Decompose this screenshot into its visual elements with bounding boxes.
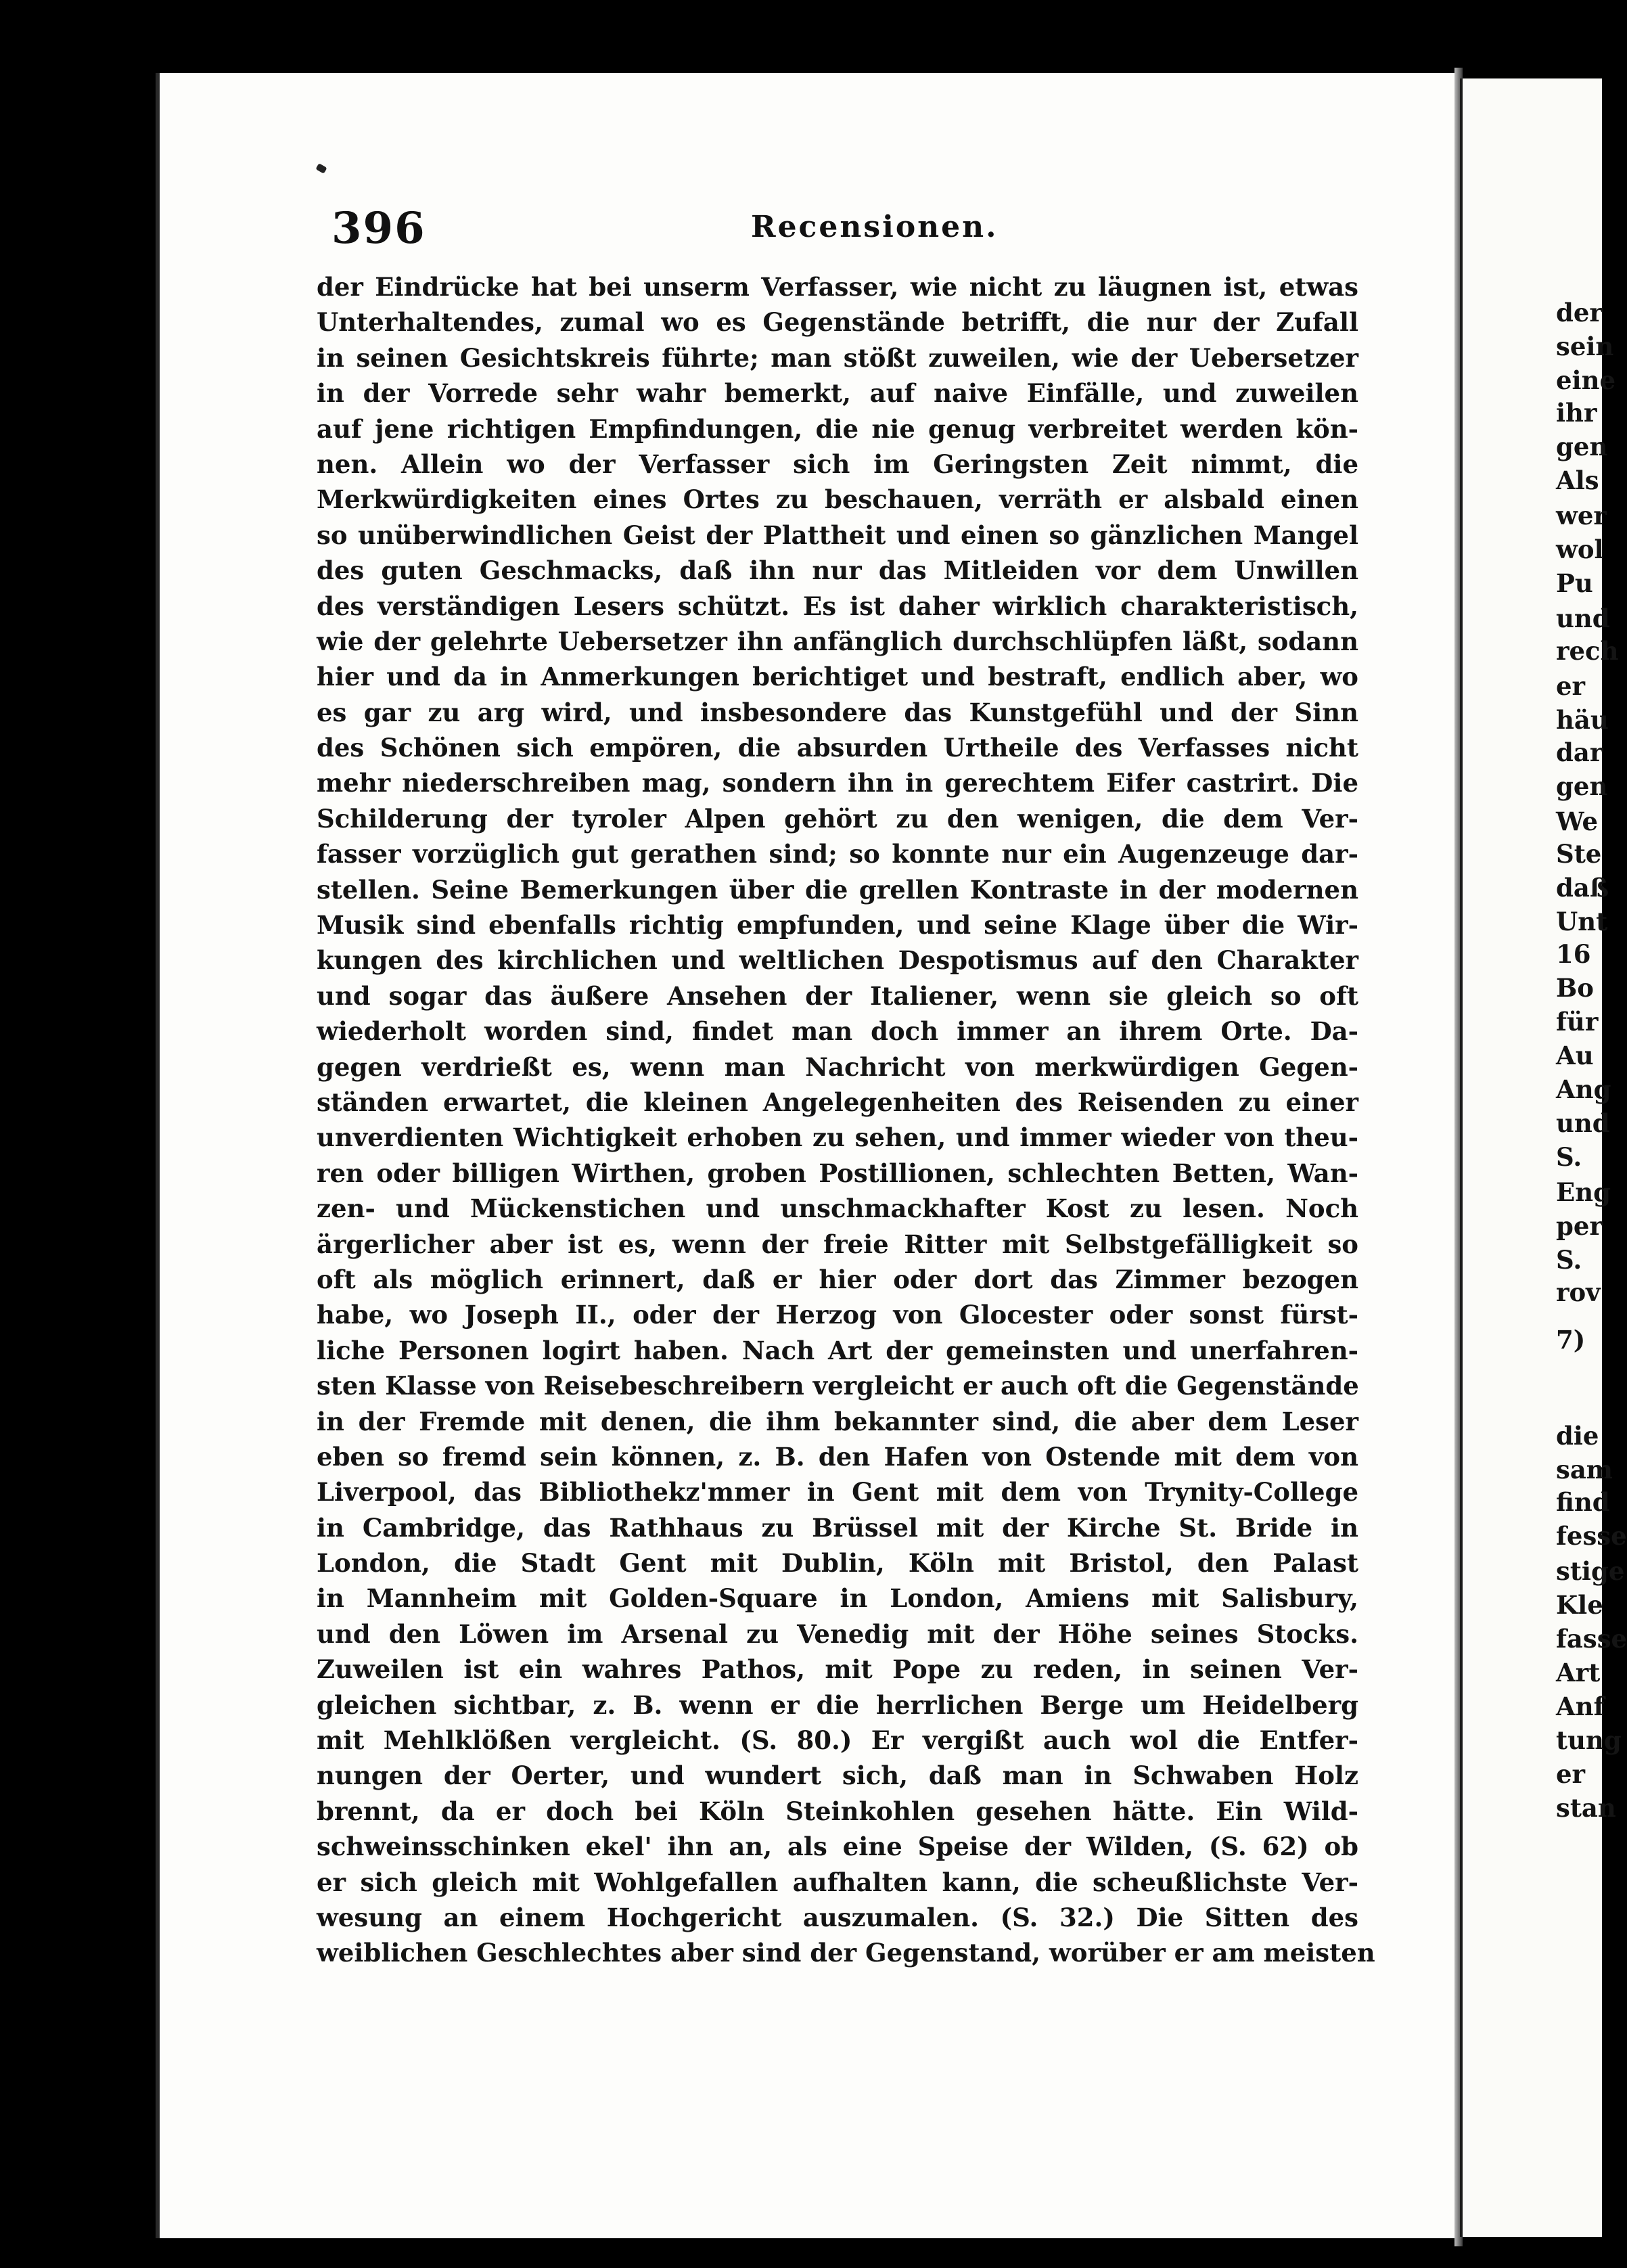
body-text [317, 269, 1375, 1971]
adjacent-page-fragment: dar [1556, 738, 1603, 767]
text-line: in der Fremde mit denen, die ihm bekannter sind, die aber dem Leser [317, 1406, 1358, 1436]
adjacent-page-fragment: daß [1556, 873, 1609, 903]
adjacent-page-fragment: Anf [1556, 1692, 1605, 1721]
text-line: in Cambridge, das Rathhaus zu Brüssel mit der Kirche St. Bride in [317, 1512, 1358, 1543]
adjacent-page-fragment: rov [1556, 1277, 1601, 1307]
adjacent-page-fragment: häu [1556, 705, 1609, 735]
text-line: unverdienten Wichtigkeit erhoben zu sehen, und immer wieder von theu- [317, 1122, 1358, 1153]
adjacent-page-fragment: sam [1556, 1455, 1613, 1484]
adjacent-page-fragment: Pu [1556, 568, 1593, 598]
adjacent-page-fragment: tung [1556, 1725, 1622, 1755]
adjacent-page-fragment: wer [1556, 501, 1607, 530]
text-line: wesung an einem Hochgericht auszumalen. (S. 32.) Die Sitten des [317, 1902, 1358, 1932]
text-line: wie der gelehrte Uebersetzer ihn anfänglich durchschlüpfen läßt, sodann [317, 626, 1358, 656]
text-line: fasser vorzüglich gut gerathen sind; so konnte nur ein Augenzeuge dar- [317, 839, 1358, 869]
adjacent-page-fragment: fesse [1556, 1521, 1627, 1551]
text-line: mit Mehlklößen vergleicht. (S. 80.) Er vergißt auch wol die Entfer- [317, 1725, 1358, 1756]
page-number: 396 [331, 203, 426, 254]
text-line: auf jene richtigen Empfindungen, die nie genug verbreitet werden kön- [317, 413, 1358, 444]
text-line: gegen verdrießt es, wenn man Nachricht von merkwürdigen Gegen- [317, 1051, 1358, 1082]
adjacent-page-fragment: die [1556, 1421, 1599, 1451]
adjacent-page-fragment: Als [1556, 466, 1599, 495]
adjacent-page-fragment: Au [1556, 1041, 1594, 1070]
adjacent-page-fragment: wol [1556, 535, 1604, 564]
text-line: in seinen Gesichtskreis führte; man stößt zuweilen, wie der Uebersetzer [317, 342, 1358, 373]
text-line: nungen der Oerter, und wundert sich, daß man in Schwaben Holz [317, 1761, 1358, 1791]
adjacent-page-fragment: find [1556, 1487, 1610, 1517]
adjacent-page-fragment: fasse [1556, 1624, 1627, 1654]
text-line: des Schönen sich empören, die absurden Urtheile des Verfasses nicht [317, 733, 1358, 763]
adjacent-page-fragment: Unt [1556, 907, 1608, 936]
running-head-title: Recensionen. [751, 210, 999, 244]
adjacent-page-fragment: ihr [1556, 398, 1597, 428]
adjacent-page-fragment: S. [1556, 1245, 1582, 1275]
adjacent-page-fragment: stan [1556, 1793, 1616, 1823]
text-line: in Mannheim mit Golden-Square in London, Amiens mit Salisbury, [317, 1583, 1358, 1614]
adjacent-page-fragment: Bo [1556, 973, 1594, 1003]
text-line: gleichen sichtbar, z. B. wenn er die herrlichen Berge um Heidelberg [317, 1689, 1358, 1720]
adjacent-page-fragment: für [1556, 1007, 1599, 1037]
text-line: so unüberwindlichen Geist der Plattheit und einen so gänzlichen Mangel [317, 520, 1358, 550]
adjacent-page-fragment: Kle [1556, 1590, 1603, 1620]
text-line: liche Personen logirt haben. Nach Art der gemeinsten und unerfahren- [317, 1335, 1358, 1365]
adjacent-page-fragment: S. [1556, 1142, 1582, 1172]
text-line: stellen. Seine Bemerkungen über die grellen Kontraste in der modernen [317, 874, 1358, 905]
text-line: habe, wo Joseph II., oder der Herzog von Glocester oder sonst fürst- [317, 1300, 1358, 1330]
adjacent-page-fragment: Ang [1556, 1074, 1611, 1104]
text-line: eben so fremd sein können, z. B. den Hafen von Ostende mit dem von [317, 1441, 1358, 1472]
adjacent-page-fragment: sein [1556, 332, 1614, 361]
text-line: ärgerlicher aber ist es, wenn der freie Ritter mit Selbstgefälligkeit so [317, 1229, 1358, 1259]
adjacent-page-fragment: der [1556, 298, 1603, 327]
text-line: es gar zu arg wird, und insbesondere das Kunstgefühl und der Sinn [317, 697, 1358, 727]
adjacent-page-fragment: er [1556, 671, 1586, 701]
text-line: Musik sind ebenfalls richtig empfunden, und seine Klage über die Wir- [317, 910, 1358, 940]
adjacent-page-fragment: Art [1556, 1658, 1601, 1687]
adjacent-page-fragment: rech [1556, 636, 1619, 666]
adjacent-page-fragment: und [1556, 604, 1610, 633]
text-line: ren oder billigen Wirthen, groben Postillionen, schlechten Betten, Wan- [317, 1158, 1358, 1188]
adjacent-page-fragment: eine [1556, 365, 1616, 395]
text-line: Zuweilen ist ein wahres Pathos, mit Pope zu reden, in seinen Ver- [317, 1654, 1358, 1685]
text-line: zen- und Mückenstichen und unschmackhafter Kost zu lesen. Noch [317, 1194, 1358, 1224]
text-line: oft als möglich erinnert, daß er hier oder dort das Zimmer bezogen [317, 1264, 1358, 1294]
adjacent-page-fragment: We [1556, 807, 1599, 836]
adjacent-page-fragment: Eng [1556, 1177, 1611, 1207]
text-line: hier und da in Anmerkungen berichtiget und bestraft, endlich aber, wo [317, 662, 1358, 692]
text-line: wiederholt worden sind, findet man doch immer an ihrem Orte. Da- [317, 1016, 1358, 1047]
adjacent-page-fragment: gen [1556, 771, 1608, 801]
text-line: und den Löwen im Arsenal zu Venedig mit der Höhe seines Stocks. [317, 1618, 1358, 1649]
text-line: nen. Allein wo der Verfasser sich im Geringsten Zeit nimmt, die [317, 449, 1358, 479]
text-line: des verständigen Lesers schützt. Es ist daher wirklich charakteristisch, [317, 591, 1358, 621]
adjacent-page-fragment: er [1556, 1759, 1586, 1789]
text-line: er sich gleich mit Wohlgefallen aufhalten kann, die scheußlichste Ver- [317, 1867, 1358, 1897]
adjacent-page-fragment: und [1556, 1108, 1610, 1138]
text-line: ständen erwartet, die kleinen Angelegenheiten des Reisenden zu einer [317, 1087, 1358, 1117]
text-line: Liverpool, das Bibliothekz'mmer in Gent mit dem von Trynity-College [317, 1477, 1358, 1507]
adjacent-page-fragment: 7) [1556, 1325, 1586, 1355]
text-line: mehr niederschreiben mag, sondern ihn in gerechtem Eifer castrirt. Die [317, 768, 1358, 798]
text-line: des guten Geschmacks, daß ihn nur das Mitleiden vor dem Unwillen [317, 555, 1358, 586]
text-line: sten Klasse von Reisebeschreibern vergleicht er auch oft die Gegenstände [317, 1371, 1359, 1401]
running-head [331, 203, 1346, 257]
text-line: Unterhaltendes, zumal wo es Gegenstände betrifft, die nur der Zufall [317, 307, 1358, 338]
text-line: kungen des kirchlichen und weltlichen Despotismus auf den Charakter [317, 945, 1358, 976]
text-line: Merkwürdigkeiten eines Ortes zu beschauen, verräth er alsbald einen [317, 484, 1358, 515]
text-line: London, die Stadt Gent mit Dublin, Köln mit Bristol, den Palast [317, 1548, 1358, 1579]
text-line: Schilderung der tyroler Alpen gehört zu den wenigen, die dem Ver- [317, 803, 1358, 834]
text-line: in der Vorrede sehr wahr bemerkt, auf naive Einfälle, und zuweilen [317, 378, 1358, 409]
text-line: brennt, da er doch bei Köln Steinkohlen gesehen hätte. Ein Wild- [317, 1796, 1358, 1826]
text-line: schweinsschinken ekel' ihn an, als eine Speise der Wilden, (S. 62) ob [317, 1832, 1358, 1862]
adjacent-page-fragment: Ste [1556, 839, 1602, 869]
adjacent-page-fragment: stige [1556, 1556, 1625, 1586]
text-line: der Eindrücke hat bei unserm Verfasser, wie nicht zu läugnen ist, etwas [317, 272, 1358, 302]
adjacent-page-fragment: gen [1556, 432, 1608, 461]
adjacent-page-fragment: 16 [1556, 939, 1591, 969]
text-line: weiblichen Geschlechtes aber sind der Gegenstand, worüber er am meisten [317, 1938, 1375, 1968]
text-line: und sogar das äußere Ansehen der Italiener, wenn sie gleich so oft [317, 980, 1358, 1011]
adjacent-page-fragment: per [1556, 1211, 1603, 1241]
